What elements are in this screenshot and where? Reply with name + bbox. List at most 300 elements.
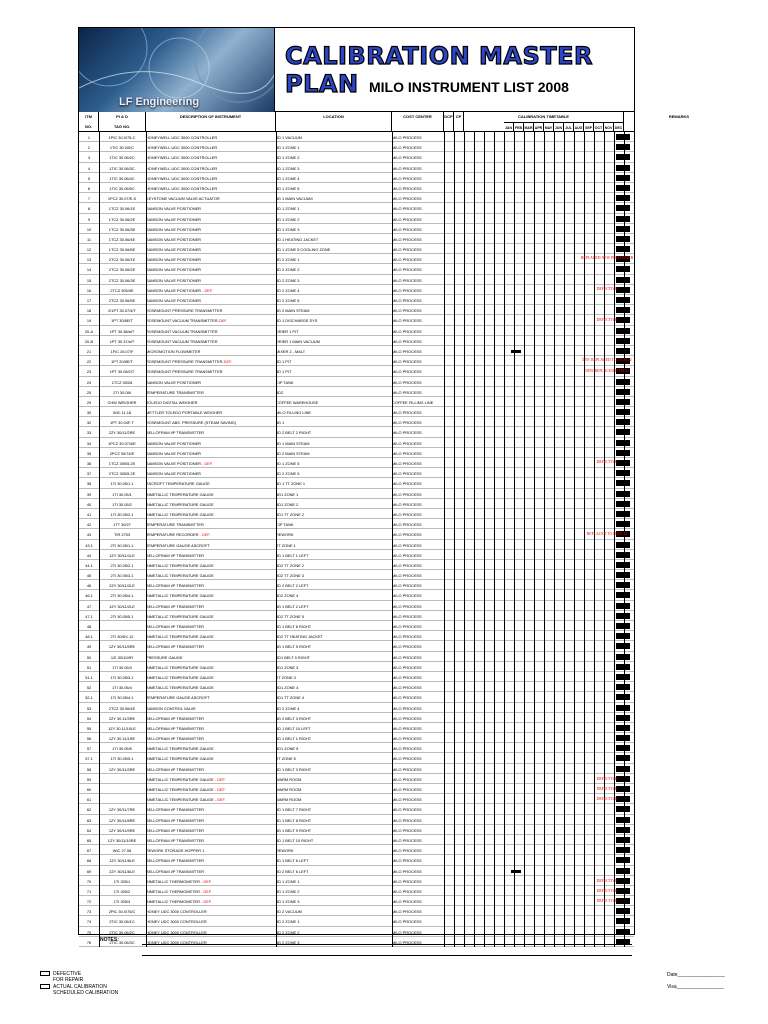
table-row [79,652,634,662]
cost-center: MILO PROCESS [392,410,422,416]
table-row [79,264,634,274]
instrument-description: SAMSON VALVE POSITIONER [146,206,201,212]
tag-number: 1TI 30.05/2 [112,501,132,507]
scheduled-calibration-mark [616,623,630,629]
item-number: 55 [86,725,92,731]
cost-center: MILO PROCESS [392,216,422,222]
col-remarks: REMARKS [668,114,690,119]
tag-number: 2/1PT 30.07/4/T [108,308,136,314]
tag-number: 2TI 30.05/2.1 [110,562,134,568]
item-number: 9 [87,216,91,222]
cost-center: MILO PROCESS [392,787,422,792]
item-number: 17 [86,298,92,303]
table-row [79,733,634,743]
month-feb: FEB [514,122,524,132]
instrument-description: HONEY UDC 3000 CONTROLLER [146,929,207,935]
item-number: 2 [87,145,91,151]
table-row [79,794,634,804]
location: DRIER 1 PIT [276,328,299,334]
location: 8D 1 BELT 1 LEFT [276,552,309,558]
instrument-description: BELLOFRAM I/P TRANSMITTER [146,827,205,833]
scheduled-calibration-mark [616,766,630,772]
cost-center: MILO PROCESS [392,450,422,456]
table-row [79,326,634,336]
location: 8D 1 BELT 10 RIGHT [276,837,314,843]
scheduled-calibration-mark [616,684,630,690]
location: 8D1 BELT 9 RIGHT [276,654,311,660]
instrument-description: SAMSON VALVE POSITIONER [146,450,201,456]
table-row [79,621,634,631]
location: WARM ROOM [276,776,302,782]
month-mar: MAR [524,122,534,132]
cost-center: MILO PROCESS [392,776,422,782]
location: 8D2 TT HEATING JACKET [276,634,323,640]
item-number: 35 [86,450,92,456]
table-row [79,886,634,896]
item-number: 24 [86,379,92,385]
instrument-description: HONEYWELL UDC 3000 CONTROLLER [146,185,218,191]
scheduled-calibration-mark [616,450,630,456]
location: 8D 1 DISCHARGE SYS [276,318,318,324]
tag-number: 1FIC 26.07/F [110,348,134,354]
instrument-description: BELLOFRAM I/P TRANSMITTER [146,430,205,436]
item-number: 43 [86,532,92,538]
cost-center: MILO PROCESS [392,175,422,181]
table-row [79,448,634,458]
item-number: 20-A [84,328,94,334]
scheduled-calibration-mark [616,389,630,395]
item-number: 7 [87,196,91,202]
instrument-description: BELLOFRAM I/P TRANSMITTER [146,736,205,742]
tag-number: 1TCZ 30.06/4E [108,236,136,242]
tag-number: WIC 11.18 [112,410,132,416]
tag-number: 1ZY 30/11/10RE [107,837,137,843]
instrument-description: SAMSON VALVE POSITIONER [146,267,201,273]
item-number: 44 [86,552,92,558]
cost-center: MILO PROCESS [392,858,422,864]
cost-center: MILO PROCESS [392,328,422,334]
instrument-description: BIMETALLIC TEMPERATURE GAUGE [146,562,214,568]
location: 8D1 TT ZONE 4 [276,695,304,701]
cost-center: MILO PROCESS [392,878,422,884]
tag-number: 1ZY 30/11/5RE [108,644,136,650]
cost-center: MILO PROCESS [392,298,422,303]
tag-number: 2TIC 30.06/1C [109,919,135,925]
item-number: 22 [86,359,92,365]
cost-center: MILO PROCESS [392,613,422,619]
cost-center: MILO PROCESS [392,491,422,497]
tag-number: 1TI 30.05/5 [112,746,132,752]
table-row [79,682,634,692]
cost-center: MILO PROCESS [392,389,422,395]
remark: REPLACED TO ITEM 43 [586,531,628,536]
item-number: 11 [86,236,92,242]
item-number: 48 [86,624,92,629]
tag-number: 1ZY 30/11/1LE [109,552,135,558]
location: 8D1 TT ZONE 2 [276,511,304,517]
location: DRIER 1 MAIN VACUUM [276,338,320,344]
table-row [79,743,634,753]
table-row [79,774,634,784]
tag-number: 2PIC 30.0/75/C [108,909,136,915]
item-number: 10 [86,226,92,232]
tag-number: 1TCZ 30.06/3E [108,226,136,232]
tag-number: 2TIC 30.06/3C [109,939,135,945]
table-row [79,489,634,499]
location: 8D 1 BELT 8 RIGHT [276,817,312,823]
scheduled-calibration-mark [616,613,630,619]
location: 8D 2 VACUUM [276,909,302,915]
tag-number: 2TCZ 30.06/4E [108,705,136,711]
table-row [79,173,634,183]
item-number: 1 [87,135,91,140]
tag-number: 2ZY 30.11/3RE [108,715,136,721]
table-row [79,152,634,162]
notes-label: NOTES: [100,937,119,943]
location: 8D 2 BELT 6 LEFT [276,868,309,874]
location: 8D 2 BELT 2 RIGHT [276,430,312,436]
cost-center: MILO PROCESS [392,511,422,517]
remark: DEFECTIVE [596,888,618,893]
item-number: 32 [86,420,92,426]
table-row [79,285,634,295]
item-number: 64 [86,827,92,833]
location: 8D 1 ZONE 3 [276,165,300,171]
scheduled-calibration-mark [616,654,630,660]
location: 8D1 ZONE 4 [276,685,299,691]
item-number: 61 [86,797,92,803]
instrument-description: PRESSURE GAUGE [146,654,183,660]
item-number: 5 [87,175,91,181]
instrument-description: HONEYWELL UDC 3000 CONTROLLER [146,175,218,181]
instrument-description: ROSEMOUNT PRESSURE TRANSMITTER [146,369,223,375]
location: 8D1 ZONE 3 [276,664,299,670]
tag-number: 2TI 30.05/1.1 [110,542,134,548]
item-number: 15 [86,277,92,283]
location: 8D2 TT ZONE 2 [276,562,304,568]
location: 8D 1 BELT 3 RIGHT [276,766,312,772]
tag-number: 1ZY 30.11/1RE [108,736,136,742]
cost-center: MILO PROCESS [392,746,422,752]
item-number: 50 [86,654,92,660]
location: 8D 2 ZONE 5 [276,471,300,477]
cost-center: MILO PROCESS [392,715,422,721]
instrument-description: BELLOFRAM I/P TRANSMITTER [146,624,205,629]
tag-number: 2TIC 30.06/2C [109,929,135,935]
instrument-description: BELLOFRAM I/P TRANSMITTER [146,807,205,813]
table-row [79,855,634,865]
location: MILO FILLING LINE [276,410,312,416]
item-number: 40 [86,501,92,507]
item-number: 62 [86,807,92,813]
location: 8D 1 MAIN VACUUM [276,196,313,202]
location: 8D 2 ZONE 3 [276,277,300,283]
cost-center: MILO PROCESS [392,552,422,558]
instrument-description: SAMSON VALVE POSITIONER [146,216,201,222]
tag-number: 1ZY 30/11/8RE [108,817,136,823]
instrument-description: ROSEMOUNT VACUUM TRANSMITTER-DEF. [146,318,228,324]
item-number: 42 [86,522,92,528]
location: 8D 1 ZONE 5 COOLING ZONE [276,247,331,253]
scheduled-calibration-mark [616,918,630,924]
scheduled-calibration-mark [616,134,630,140]
item-number: 8 [87,206,91,212]
table-row [79,764,634,774]
cost-center: MILO PROCESS [392,685,422,691]
cost-center: MILO PROCESS [392,369,422,375]
tag-number: 1PT 30.37/a/T [109,338,135,344]
scheduled-calibration-mark [616,216,630,222]
page-subtitle: MILO INSTRUMENT LIST 2008 [369,79,569,95]
cost-center: MILO PROCESS [392,155,422,161]
cost-center: MILO PROCESS [392,420,422,426]
tag-number: 1TI 30.05/3 [112,664,132,670]
scheduled-calibration-mark [616,705,630,711]
cost-center: MILO PROCESS [392,756,422,762]
tag-number: 1PT 30.08/2/T [109,369,135,375]
cost-center: MILO PROCESS [392,593,422,599]
instrument-description: SAMSON VALVE POSITIONER [146,298,201,303]
instrument-description: TEMPERATURE TRANSMITTER [146,389,204,395]
item-number: 71 [86,888,92,894]
tag-number: 2TCZ 30.06/1E [108,257,136,263]
month-nov: NOV [604,122,614,132]
location: 8D 1 ZONE 3 [276,899,300,905]
instrument-description: HONEYWELL UDC 3000 CONTROLLER [146,155,218,161]
item-number: 60 [86,787,92,792]
instrument-description: ROSEMOUNT VACUUM TRANSMITTER [146,328,218,334]
cost-center: MILO PROCESS [392,532,422,538]
item-number: 38 [86,481,92,487]
table-row [79,336,634,346]
location: WARM ROOM [276,797,302,803]
tag-number: 1TCZ 30.06/1E [108,206,136,212]
item-number: 23 [86,369,92,375]
instrument-description: BIMETALLIC TEMPERATURE GAUGE [146,491,214,497]
instrument-description: BELLOFRAM I/P TRANSMITTER [146,644,205,650]
table-row [79,427,634,437]
scheduled-calibration-mark [616,480,630,486]
item-number: 39 [86,491,92,497]
instrument-description: BIMETALLIC THERMOMETER - DEF. [146,899,212,905]
table-row [79,611,634,621]
instrument-description: BIMETALLIC TEMPERATURE GAUGE - DEF. [146,776,226,782]
item-number: 67 [86,848,92,854]
cost-center: MILO PROCESS [392,379,422,385]
scheduled-calibration-mark [616,266,630,272]
item-number: 14 [86,267,92,273]
instrument-description: SAMSON VALVE POSITIONER [146,471,201,477]
cost-center: MILO PROCESS [392,287,422,293]
table-row [79,183,634,193]
tag-number: 1TCZ 30.06/6E [108,247,136,253]
cost-center: MILO PROCESS [392,135,422,140]
item-number: 44.1 [85,562,93,568]
item-number: 57 [86,746,92,752]
location: 8D1 ZONE 2 [276,501,299,507]
table-row [79,366,634,376]
instrument-description: BIMETALLIC TEMPERATURE GAUGE [146,613,214,619]
cost-center: MILO PROCESS [392,318,422,324]
item-number: 29 [86,399,92,405]
cost-center: MILO PROCESS [392,247,422,253]
location: WARM ROOM [276,787,302,792]
cost-center: MILO PROCESS [392,797,422,803]
scheduled-calibration-mark [616,185,630,191]
cost-center: MILO PROCESS [392,848,422,854]
location: 8D1 ZONE 1 [276,491,299,497]
location: REWORK [276,848,294,854]
location: 8D 1 ZONE 1 [276,878,300,884]
location: 8D 1 ZONE 2 [276,888,300,894]
item-number: 72 [86,899,92,905]
location: 8D 1 ZONE 2 [276,155,300,161]
cost-center: MILO PROCESS [392,736,422,742]
cost-center: MILO PROCESS [392,919,422,925]
instrument-description: SAMSON VALVE POSITIONER [146,277,201,283]
tag-number: 2TI 30.05t [113,389,131,395]
item-number: 43.1 [85,542,93,548]
table-row [79,387,634,397]
cost-center: MILO PROCESS [392,705,422,711]
scheduled-calibration-mark [616,674,630,680]
logo-text: LF Engineering [119,96,200,108]
item-number: 45 [86,573,92,579]
location: 8D 2 MAIN STEAM [276,308,310,314]
scheduled-calibration-mark [616,745,630,751]
item-number: 49 [86,644,92,650]
location: 8D 1 ZONE 5 [276,461,300,466]
tag-number: 2ZY 30/11/2RE [108,430,136,436]
cost-center: MILO PROCESS [392,471,422,477]
scheduled-calibration-mark [616,409,630,415]
table-row [79,468,634,478]
location: 8D 1 PIT [276,359,292,365]
table-row [79,203,634,213]
location: 8D 1 BELT 5 RIGHT [276,644,312,650]
month-may: MAY [544,122,554,132]
scheduled-calibration-mark [616,572,630,578]
instrument-description: BIMETALLIC THERMOMETER - DEF. [146,888,212,894]
location: 8D 1 ZONE 1 [276,206,300,212]
date-line: Date_________________ [667,972,725,978]
table-row [79,458,634,468]
item-number: 19 [86,318,92,324]
table-row [79,723,634,733]
instrument-description: SAMSON VALVE POSITIONER [146,247,201,253]
tag-number: 1TI 305/1 [113,878,131,884]
instrument-description: HONEYWELL UDC 3000 CONTROLLER [146,165,218,171]
table-row [79,193,634,203]
table-row [79,590,634,600]
location: 8D 1 VACUUM [276,135,302,140]
item-number: 30 [86,410,92,416]
instrument-description: TEMPERATURE TRANSMITTER [146,522,204,528]
cost-center: MILO PROCESS [392,573,422,579]
instrument-description: BIMETALLIC TEMPERATURE GAUGE [146,674,214,680]
item-number: 68 [86,858,92,864]
item-number: 48.1 [85,634,93,640]
item-number: 36 [86,461,92,466]
month-oct: OCT [594,122,604,132]
tag-number: 2TI 30.05/5.1 [110,613,134,619]
item-number: 51 [86,664,92,670]
instrument-description: TEMPERATURE RECORDER - DEF. [146,532,211,538]
scheduled-calibration-mark [616,236,630,242]
table-row [79,692,634,702]
tag-number: 1TI 30.05/1 [112,491,132,497]
actual-calibration-mark [511,350,521,353]
instrument-description: HONEY UDC 3000 CONTROLLER [146,919,207,925]
instrument-description: ROSEMOUNT ABS. PRESSURE (STEAM SAVING) [146,420,237,426]
scheduled-calibration-mark [616,603,630,609]
tag-number: 2TCZ 30.06/2E [108,267,136,273]
table-row [79,570,634,580]
table-row [79,142,634,152]
cost-center: MILO PROCESS [392,603,422,609]
tag-number: 2ZY 30/11/6LE [109,868,135,874]
table-row [79,641,634,651]
remark: DEFECTIVE [596,878,618,883]
legend-scheduled: SCHEDULED CALIBRATION [53,989,119,996]
scheduled-calibration-mark [616,348,630,354]
item-number: 41 [86,511,92,517]
scheduled-calibration-mark [616,633,630,639]
instrument-description: BIMETALLIC TEMPERATURE GAUGE - DEF. [146,797,226,803]
col-tag: PI & D TAG NO. [99,112,146,132]
table-row [79,753,634,763]
scheduled-calibration-mark [616,440,630,446]
scheduled-calibration-mark [616,144,630,150]
table-row [79,254,634,264]
table-row [79,214,634,224]
tag-number: 1TIC 30.06/5C [109,185,135,191]
item-number: 46 [86,583,92,589]
cost-center: MILO PROCESS [392,939,422,945]
col-spacer [624,112,634,132]
tag-number: 1TI 30.05/4 [112,685,132,691]
location: 8D 1 ZONE 3 [276,226,300,232]
cost-center: MILO PROCESS [392,817,422,823]
instrument-description: SAMSON VALVE POSITIONER [146,379,201,385]
scheduled-calibration-mark [616,735,630,741]
scheduled-calibration-mark [616,165,630,171]
scheduled-calibration-mark [616,511,630,517]
table-row [79,509,634,519]
scheduled-calibration-mark [616,246,630,252]
instrument-description: SAMSON VALVE POSITIONER [146,440,201,446]
location: 8D 1 BELT 1 RIGHT [276,736,312,742]
table-row [79,916,634,926]
cost-center: MILO PROCESS [392,644,422,650]
location: 8D 1 MAIN STEAM [276,440,310,446]
table-row [79,356,634,366]
notes-line-2 [142,955,632,956]
col-dcp: DCP [444,112,454,132]
company-logo [79,28,275,112]
table-row [79,937,634,947]
table-row [79,407,634,417]
location: 8D 1 ZONE 1 [276,145,300,151]
instrument-description: ROSEMOUNT PRESSURE TRANSMITTER-DEF. [146,359,233,365]
scheduled-calibration-mark [616,592,630,598]
cost-center: MILO PROCESS [392,359,422,365]
table-row [79,163,634,173]
item-number: 4 [87,165,91,171]
cost-center: MILO PROCESS [392,868,422,874]
instrument-description: ROSEMOUNT PRESSURE TRANSMITTER [146,308,223,314]
location: 8D2 TT ZONE 3 [276,573,304,579]
